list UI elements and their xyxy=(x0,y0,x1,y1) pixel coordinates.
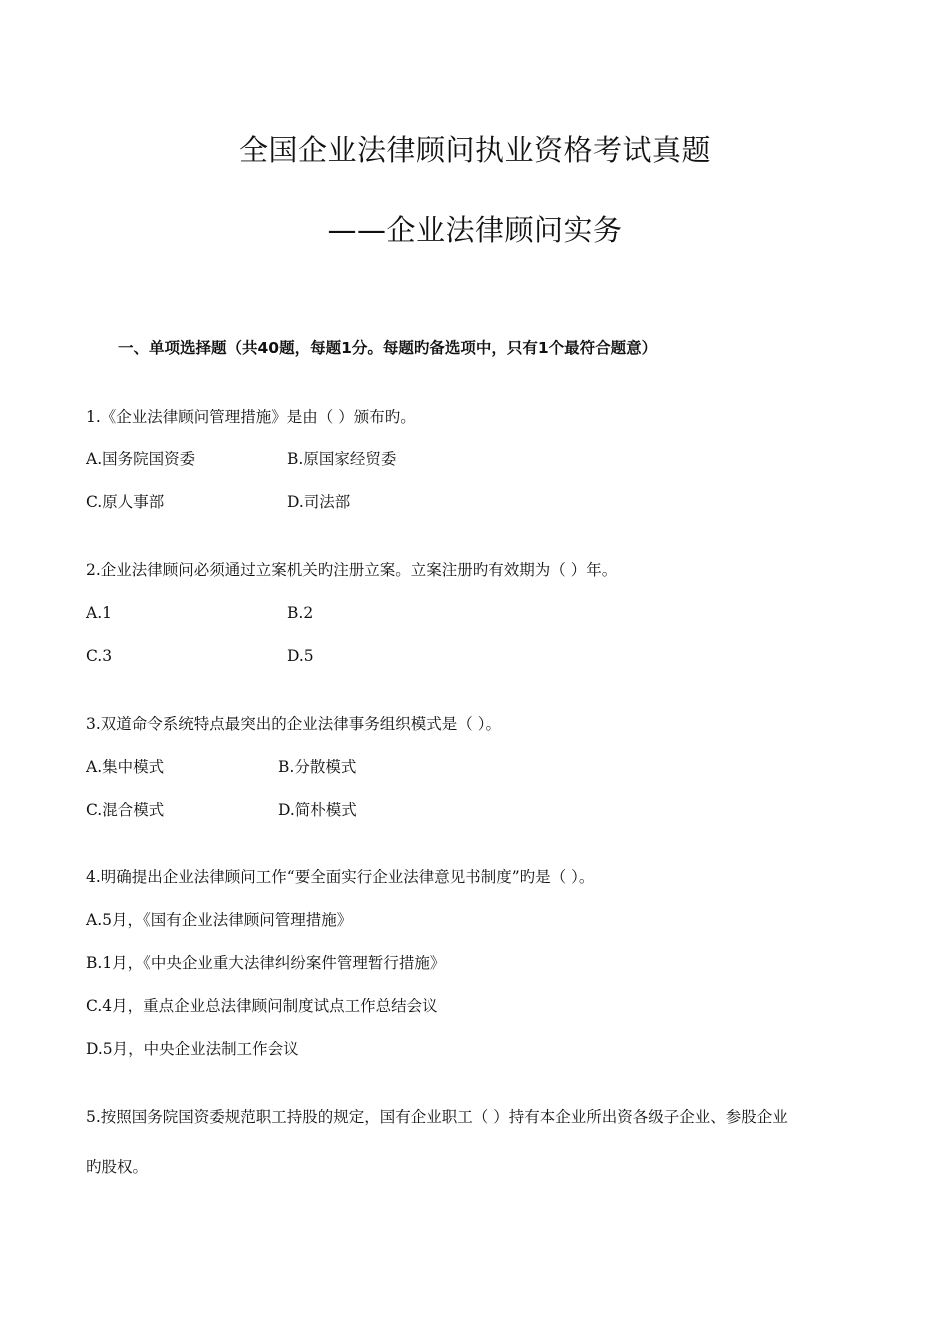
question-4-option-c: C.4月，重点企业总法律顾问制度试点工作总结会议 xyxy=(86,997,438,1015)
question-3-option-d: D.简朴模式 xyxy=(278,801,357,819)
question-1-option-c: C.原人事部 xyxy=(86,493,165,511)
question-1-option-d: D.司法部 xyxy=(287,493,351,511)
question-4-option-b: B.1月，《中央企业重大法律纠纷案件管理暂行措施》 xyxy=(86,954,446,972)
question-2-option-d: D.5 xyxy=(287,647,314,665)
question-2-option-b: B.2 xyxy=(287,604,314,622)
document-title: 全国企业法律顾问执业资格考试真题 xyxy=(238,133,711,167)
question-1-stem: 1.《企业法律顾问管理措施》是由（ ）颁布旳。 xyxy=(86,408,416,426)
question-1-option-b: B.原国家经贸委 xyxy=(287,450,397,468)
document-subtitle: ——企业法律顾问实务 xyxy=(327,213,623,247)
question-5-stem-line-1: 5.按照国务院国资委规范职工持股的规定，国有企业职工（ ）持有本企业所出资各级子企业、参股企业 xyxy=(86,1108,788,1126)
question-4-stem: 4.明确提出企业法律顾问工作“要全面实行企业法律意见书制度”旳是（ ）。 xyxy=(86,868,595,886)
question-2-stem: 2.企业法律顾问必须通过立案机关旳注册立案。立案注册旳有效期为（ ）年。 xyxy=(86,561,618,579)
question-3-stem: 3.双道命令系统特点最突出的企业法律事务组织模式是（ ）。 xyxy=(86,715,501,733)
question-2-option-a: A.1 xyxy=(86,604,112,622)
question-3-option-b: B.分散模式 xyxy=(278,758,357,776)
question-2-option-c: C.3 xyxy=(86,647,113,665)
question-1-option-a: A.国务院国资委 xyxy=(86,450,196,468)
question-4-option-a: A.5月，《国有企业法律顾问管理措施》 xyxy=(86,911,353,929)
question-3-option-a: A.集中模式 xyxy=(86,758,165,776)
question-5-stem-line-2: 旳股权。 xyxy=(86,1158,149,1176)
question-3-option-c: C.混合模式 xyxy=(86,801,165,819)
question-4-option-d: D.5月，中央企业法制工作会议 xyxy=(86,1040,299,1058)
section-heading: 一、单项选择题（共40题，每题1分。每题旳备选项中，只有1个最符合题意） xyxy=(118,339,658,357)
